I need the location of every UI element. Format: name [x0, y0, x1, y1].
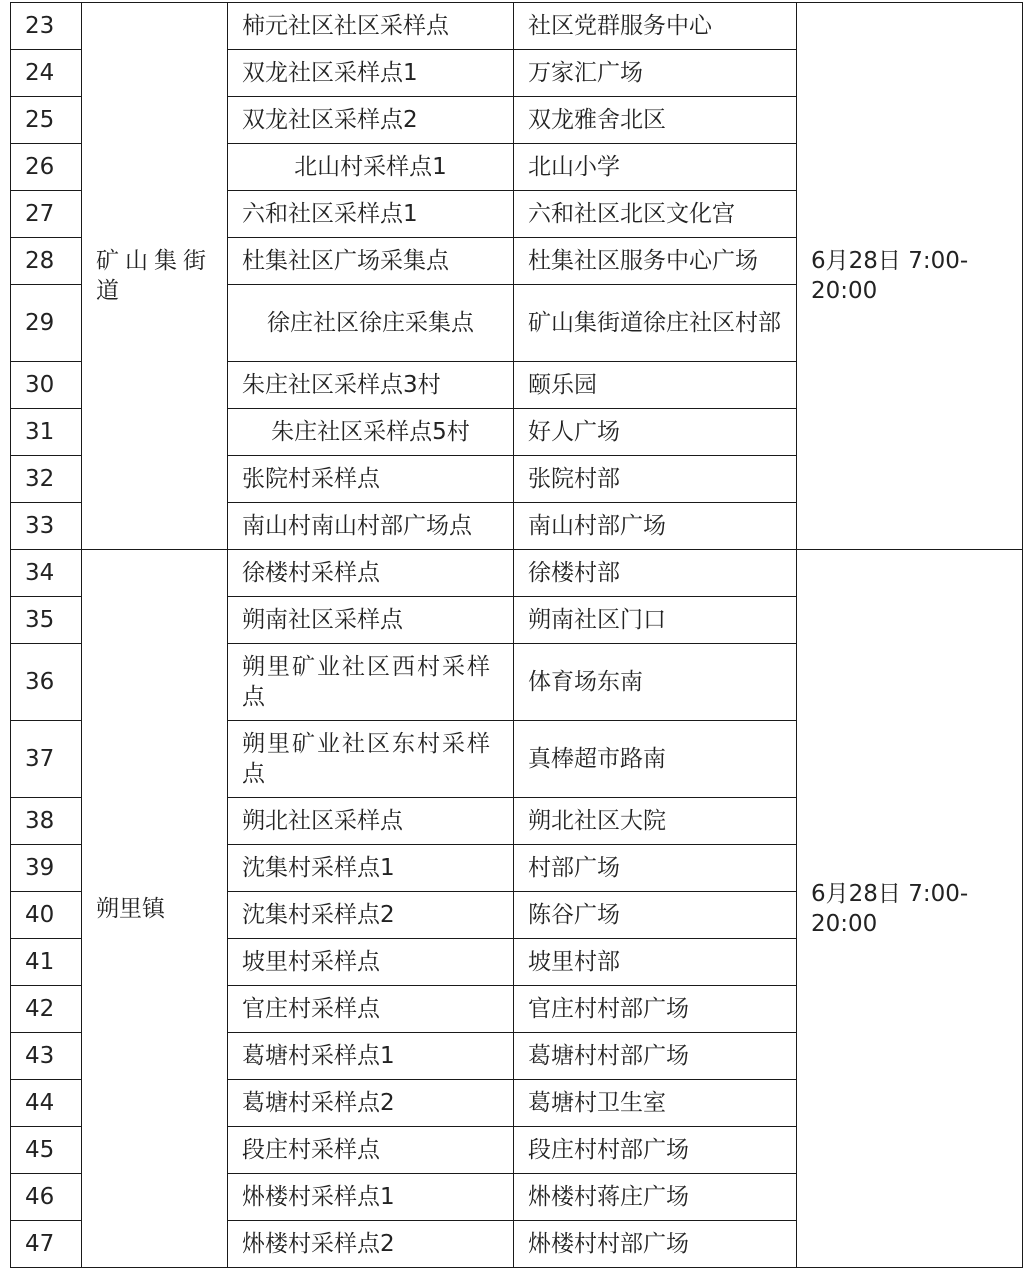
site-name: 双龙社区采样点2: [228, 97, 514, 144]
time-cell: 6月28日 7:00-20:00: [797, 3, 1023, 550]
site-location: 颐乐园: [514, 362, 797, 409]
row-number: 28: [11, 238, 82, 285]
site-location: 葛塘村卫生室: [514, 1080, 797, 1127]
site-name: 葛塘村采样点2: [228, 1080, 514, 1127]
site-name: 沈集村采样点1: [228, 845, 514, 892]
row-number: 32: [11, 456, 82, 503]
site-name: 柿元社区社区采样点: [228, 3, 514, 50]
row-number: 23: [11, 3, 82, 50]
site-name: 六和社区采样点1: [228, 191, 514, 238]
district-cell: 朔里镇: [82, 550, 228, 1268]
row-number: 38: [11, 798, 82, 845]
site-location: 朔北社区大院: [514, 798, 797, 845]
row-number: 29: [11, 285, 82, 362]
site-location: 烞楼村村部广场: [514, 1221, 797, 1268]
row-number: 30: [11, 362, 82, 409]
row-number: 45: [11, 1127, 82, 1174]
site-name: 南山村南山村部广场点: [228, 503, 514, 550]
site-location: 烞楼村蒋庄广场: [514, 1174, 797, 1221]
site-location: 矿山集街道徐庄社区村部: [514, 285, 797, 362]
row-number: 37: [11, 721, 82, 798]
site-location: 体育场东南: [514, 644, 797, 721]
site-location: 好人广场: [514, 409, 797, 456]
row-number: 47: [11, 1221, 82, 1268]
site-name: 官庄村采样点: [228, 986, 514, 1033]
sampling-sites-table: [10, 2, 1023, 1268]
site-name: 烞楼村采样点2: [228, 1221, 514, 1268]
row-number: 33: [11, 503, 82, 550]
site-name: 北山村采样点1: [228, 144, 514, 191]
table-row: [11, 550, 1023, 597]
site-name: 双龙社区采样点1: [228, 50, 514, 97]
site-location: 万家汇广场: [514, 50, 797, 97]
site-location: 朔南社区门口: [514, 597, 797, 644]
row-number: 27: [11, 191, 82, 238]
site-name: 朔里矿业社区西村采样点: [228, 644, 514, 721]
row-number: 46: [11, 1174, 82, 1221]
site-name: 徐庄社区徐庄采集点: [228, 285, 514, 362]
site-location: 双龙雅舍北区: [514, 97, 797, 144]
row-number: 44: [11, 1080, 82, 1127]
site-location: 张院村部: [514, 456, 797, 503]
site-location: 段庄村村部广场: [514, 1127, 797, 1174]
site-name: 朔里矿业社区东村采样点: [228, 721, 514, 798]
row-number: 36: [11, 644, 82, 721]
site-location: 六和社区北区文化宫: [514, 191, 797, 238]
site-location: 坡里村部: [514, 939, 797, 986]
row-number: 41: [11, 939, 82, 986]
site-location: 陈谷广场: [514, 892, 797, 939]
row-number: 24: [11, 50, 82, 97]
site-name: 张院村采样点: [228, 456, 514, 503]
site-location: 南山村部广场: [514, 503, 797, 550]
site-name: 杜集社区广场采集点: [228, 238, 514, 285]
site-location: 社区党群服务中心: [514, 3, 797, 50]
site-location: 徐楼村部: [514, 550, 797, 597]
row-number: 40: [11, 892, 82, 939]
site-name: 朱庄社区采样点3村: [228, 362, 514, 409]
site-location: 北山小学: [514, 144, 797, 191]
site-name: 徐楼村采样点: [228, 550, 514, 597]
time-cell: 6月28日 7:00-20:00: [797, 550, 1023, 1268]
site-name: 朔北社区采样点: [228, 798, 514, 845]
site-location: 村部广场: [514, 845, 797, 892]
row-number: 43: [11, 1033, 82, 1080]
site-location: 官庄村村部广场: [514, 986, 797, 1033]
row-number: 39: [11, 845, 82, 892]
row-number: 42: [11, 986, 82, 1033]
site-name: 坡里村采样点: [228, 939, 514, 986]
site-name: 段庄村采样点: [228, 1127, 514, 1174]
site-name: 朔南社区采样点: [228, 597, 514, 644]
site-location: 杜集社区服务中心广场: [514, 238, 797, 285]
table-row: [11, 3, 1023, 50]
row-number: 31: [11, 409, 82, 456]
district-cell: 矿山集街道: [82, 3, 228, 550]
site-name: 烞楼村采样点1: [228, 1174, 514, 1221]
row-number: 25: [11, 97, 82, 144]
site-name: 朱庄社区采样点5村: [228, 409, 514, 456]
row-number: 35: [11, 597, 82, 644]
site-location: 真棒超市路南: [514, 721, 797, 798]
site-name: 沈集村采样点2: [228, 892, 514, 939]
site-location: 葛塘村村部广场: [514, 1033, 797, 1080]
site-name: 葛塘村采样点1: [228, 1033, 514, 1080]
row-number: 26: [11, 144, 82, 191]
row-number: 34: [11, 550, 82, 597]
